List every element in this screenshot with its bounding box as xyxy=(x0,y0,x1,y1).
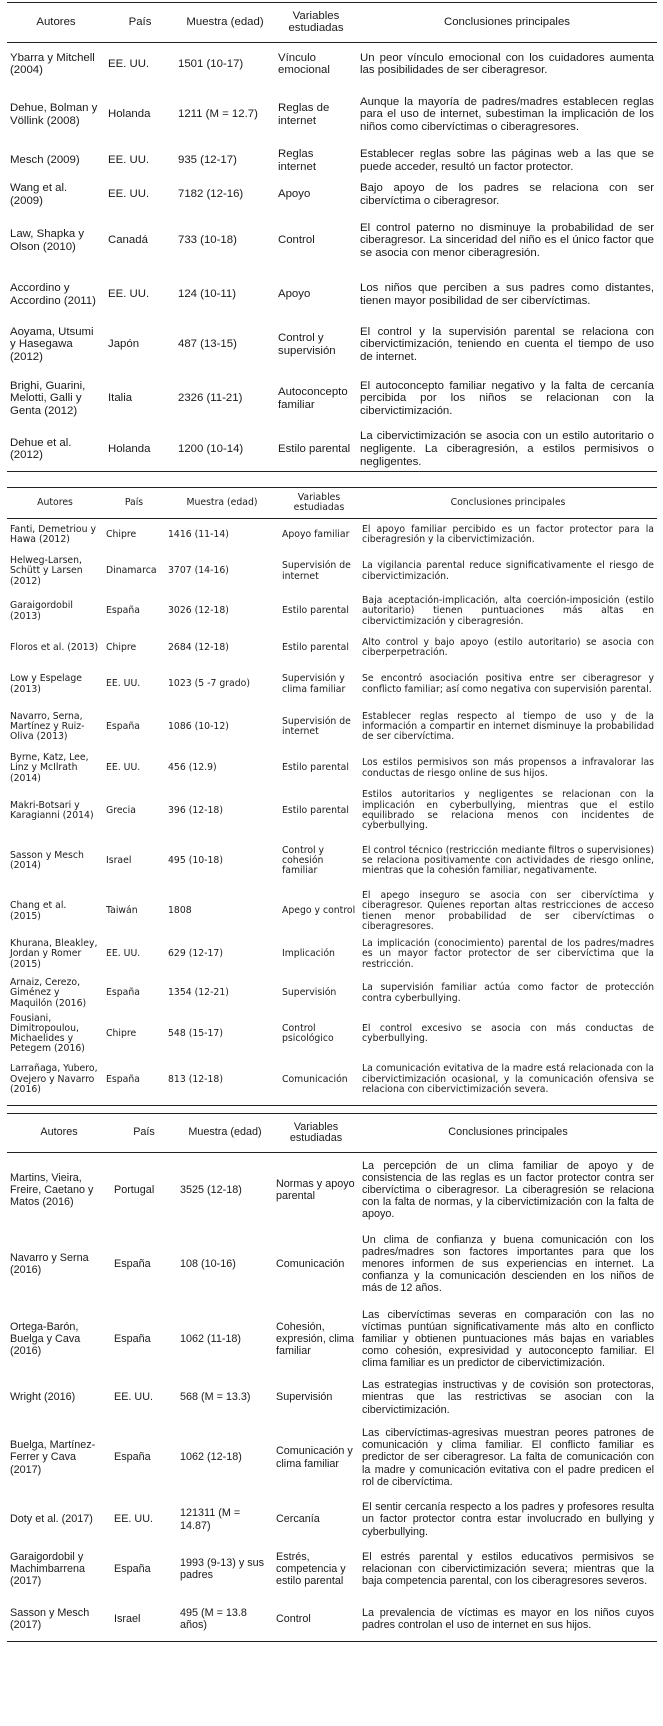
cell-pais: Israel xyxy=(106,854,132,866)
cell-conclusiones: El estrés parental y estilos educativos permisivos se relacionan con cibervictimización severa; mientras que la baja competencia parental, con los ciberagresores severos. xyxy=(362,1550,654,1588)
cell-muestra: 1416 (11-14) xyxy=(168,529,229,541)
table-row xyxy=(7,86,657,144)
table-row xyxy=(7,144,657,178)
cell-autores: Larrañaga, Yubero, Ovejero y Navarro (2016) xyxy=(7,1055,103,1106)
header-autores: Autores xyxy=(7,3,105,43)
cell-muestra: 108 (10-16) xyxy=(180,1257,236,1270)
cell-conclusiones: Los niños que perciben a sus padres como distantes, tienen mayor posibilidad de ser cibervíctimas. xyxy=(360,281,654,307)
cell-pais: Canadá xyxy=(108,234,148,247)
cell-conclusiones: La comunicación evitativa de la madre está relacionada con la cibervictimización ocasional, y la comunicación ofensiva se relaciona con cibervictimización severa. xyxy=(359,1055,657,1106)
cell-pais: España xyxy=(103,1055,165,1106)
cell-variables: Comunicación xyxy=(279,1055,359,1106)
cell-autores: Sasson y Mesch (2017) xyxy=(7,1597,111,1642)
cell-variables: Comunicación y clima familiar xyxy=(276,1445,353,1470)
cell-variables: Control y supervisión xyxy=(278,331,336,357)
cell-conclusiones: Un clima de confianza y buena comunicación con los padres/madres son factores importantes para que los menores informen de sus experiencias en internet. La confianza y la comunicación descienden en los niños de más de 12 años. xyxy=(362,1233,654,1295)
table-row xyxy=(7,592,657,632)
cell-autores: Byrne, Katz, Lee, Linz y McIlrath (2014) xyxy=(10,752,89,784)
cell-autores: Navarro y Serna (2016) xyxy=(10,1251,89,1276)
cell-pais: Chipre xyxy=(106,641,137,653)
cell-conclusiones: El control paterno no disminuye la probabilidad de ser ciberagresor. La sinceridad del niño es el único factor que se asocia con menor ciberagresión. xyxy=(360,221,654,259)
table-row xyxy=(7,320,657,370)
cell-conclusiones: La prevalencia de víctimas es mayor en los niños cuyos padres controlan el uso de internet en sus hijos. xyxy=(359,1597,657,1642)
cell-autores: Doty et al. (2017) xyxy=(10,1513,93,1526)
cell-variables: Supervisión y clima familiar xyxy=(282,673,346,695)
cell-muestra: 733 (10-18) xyxy=(178,234,237,247)
cell-conclusiones: Se encontró asociación positiva entre ser ciberagresor y conflicto familiar; así como negativa con supervisión parental. xyxy=(362,673,654,695)
table-row xyxy=(7,178,657,212)
cell-conclusiones: El control y la supervisión parental se relaciona con cibervictimización, teniendo en cuenta el tiempo de uso de internet. xyxy=(360,325,654,363)
cell-muestra: 1808 xyxy=(168,905,192,917)
cell-muestra: 2684 (12-18) xyxy=(168,641,229,653)
cell-conclusiones: Establecer reglas respecto al tiempo de uso y de la información a compartir en internet disminuye la probabilidad de ser cibervíctima. xyxy=(362,710,654,743)
cell-autores: Ortega-Barón, Buelga y Cava (2016) xyxy=(10,1320,81,1358)
table-row xyxy=(7,1014,657,1055)
cell-variables: Reglas internet xyxy=(278,147,316,173)
cell-muestra: 3707 (14-16) xyxy=(168,565,229,577)
table-row xyxy=(7,552,657,592)
header-pais: País xyxy=(111,1114,177,1153)
cell-pais: España xyxy=(106,605,140,617)
table-row xyxy=(7,788,657,835)
table-header-row xyxy=(7,3,657,43)
table-row xyxy=(7,665,657,705)
cell-variables: Apoyo xyxy=(278,288,311,301)
table-row xyxy=(7,974,657,1014)
cell-autores: Ybarra y Mitchell (2004) xyxy=(10,51,95,77)
cell-autores: Navarro, Serna, Martínez y Ruiz-Oliva (2013) xyxy=(10,710,85,743)
cell-muestra: 1062 (11-18) xyxy=(180,1332,242,1345)
cell-variables: Estilo parental xyxy=(282,762,349,774)
table-row xyxy=(7,270,657,320)
cell-pais: EE. UU. xyxy=(106,762,141,774)
cell-pais: EE. UU. xyxy=(106,948,141,960)
studies-table-part-1 xyxy=(7,2,657,472)
cell-muestra: 1501 (10-17) xyxy=(178,57,244,70)
cell-conclusiones: Las estrategias instructivas y de covisión son protectoras, mientras que las restrictivas se asocian con la cibervictimización. xyxy=(362,1379,654,1416)
table-row xyxy=(7,1542,657,1597)
cell-pais: Chipre xyxy=(106,1027,137,1039)
cell-muestra: 3525 (12-18) xyxy=(180,1184,242,1197)
table-row xyxy=(7,1498,657,1542)
cell-autores: Low y Espelage (2013) xyxy=(10,673,82,695)
cell-conclusiones: Alto control y bajo apoyo (estilo autoritario) se asocia con ciberperpetración. xyxy=(362,636,654,658)
cell-muestra: 487 (13-15) xyxy=(178,338,237,351)
cell-variables: Supervisión xyxy=(276,1391,333,1404)
table-row xyxy=(7,212,657,270)
cell-muestra: 1086 (10-12) xyxy=(168,720,229,732)
header-pais: País xyxy=(103,488,165,519)
cell-autores: Brighi, Guarini, Melotti, Galli y Genta (2012) xyxy=(10,379,86,417)
cell-autores: Accordino y Accordino (2011) xyxy=(10,281,96,307)
cell-autores: Mesch (2009) xyxy=(10,154,80,167)
header-pais: País xyxy=(105,3,175,43)
studies-table-part-2 xyxy=(7,487,657,1106)
cell-variables: Apoyo xyxy=(278,188,311,201)
cell-conclusiones: El autoconcepto familiar negativo y la falta de cercanía percibida por los niños se relacionan con la cibervictimización. xyxy=(360,379,654,417)
cell-muestra: 124 (10-11) xyxy=(178,288,237,301)
table-header-row xyxy=(7,1114,657,1153)
header-conclusiones: Conclusiones principales xyxy=(357,3,657,43)
cell-pais: Chipre xyxy=(106,529,137,541)
cell-autores: Fousiani, Dimitropoulou, Michaelides y Petegem (2016) xyxy=(10,1012,85,1055)
cell-pais: EE. UU. xyxy=(106,678,141,690)
cell-variables: Normas y apoyo parental xyxy=(276,1178,355,1203)
cell-pais: Holanda xyxy=(105,428,175,472)
cell-variables: Implicación xyxy=(282,948,335,960)
cell-variables: Estilo parental xyxy=(282,641,349,653)
cell-conclusiones: Las cibervíctimas-agresivas muestran peores patrones de comunicación y clima familiar. El conflicto familiar es predictor de ser ciberagresor. La falta de comunicación con la madre y comunicación evitativa con el padre predicen el rol de cibervíctima. xyxy=(362,1427,654,1488)
cell-variables: Estilo parental xyxy=(282,605,349,617)
cell-muestra: 3026 (12-18) xyxy=(168,605,229,617)
header-muestra: Muestra (edad) xyxy=(175,3,275,43)
cell-autores: Buelga, Martínez-Ferrer y Cava (2017) xyxy=(10,1439,96,1476)
cell-muestra: 568 (M = 13.3) xyxy=(180,1391,251,1404)
cell-variables: Control psicológico xyxy=(282,1022,334,1045)
cell-variables: Control y cohesión familiar xyxy=(282,844,325,877)
cell-muestra: 495 (10-18) xyxy=(168,854,223,866)
table-row xyxy=(7,519,657,552)
cell-conclusiones: El sentir cercanía respecto a los padres y profesores resulta un factor protector contra estar involucrado en bullying y cyberbullying. xyxy=(362,1501,654,1538)
table-row xyxy=(7,1418,657,1498)
cell-variables: Control xyxy=(278,234,315,247)
cell-muestra: 1062 (12-18) xyxy=(180,1451,242,1464)
cell-conclusiones: Establecer reglas sobre las páginas web a las que se puede acceder, resultó un factor protector. xyxy=(360,147,654,173)
cell-pais: España xyxy=(114,1257,151,1270)
cell-variables: Estilo parental xyxy=(282,804,349,816)
cell-pais: EE. UU. xyxy=(108,154,150,167)
cell-muestra: 1200 (10-14) xyxy=(175,428,275,472)
cell-autores: Aoyama, Utsumi y Hasegawa (2012) xyxy=(10,325,94,363)
cell-muestra: 121311 (M = 14.87) xyxy=(180,1507,241,1532)
header-conclusiones: Conclusiones principales xyxy=(359,1114,657,1153)
studies-table-part-3 xyxy=(7,1113,657,1642)
header-muestra: Muestra (edad) xyxy=(177,1114,273,1153)
table-row xyxy=(7,428,657,472)
table-row xyxy=(7,632,657,665)
cell-conclusiones: El apego inseguro se asocia con ser cibervíctima y ciberagresor. Quienes reportan altas restricciones de acceso tienen menor probabilidad de ser cibervíctimas o ciberagresores. xyxy=(362,889,654,932)
cell-conclusiones: Las cibervíctimas severas en comparación con las no víctimas puntúan significativamente más alto en conflicto familiar y obtienen puntuaciones más bajas en variables como cohesión, expresividad y autoconcepto familiar. El clima familiar es un predictor de cibervictimización. xyxy=(362,1308,654,1370)
cell-conclusiones: El control excesivo se asocia con más conductas de cyberbullying. xyxy=(362,1022,654,1045)
cell-pais: Portugal xyxy=(114,1184,155,1197)
cell-conclusiones: Un peor vínculo emocional con los cuidadores aumenta las posibilidades de ser ciberagresor. xyxy=(360,51,654,77)
cell-autores: Arnaiz, Cerezo, Giménez y Maquilón (2016) xyxy=(10,977,87,1009)
cell-pais: Grecia xyxy=(106,804,136,816)
table-row xyxy=(7,835,657,888)
header-variables: Variables estudiadas xyxy=(279,488,359,519)
cell-conclusiones: Los estilos permisivos son más propensos a infravalorar las conductas de riesgo online de sus hijos. xyxy=(362,757,654,779)
cell-conclusiones: La implicación (conocimiento) parental de los padres/madres es un mayor factor protector de ser cibervíctima que la restricción. xyxy=(362,938,654,970)
cell-variables: Apoyo familiar xyxy=(282,529,350,541)
header-autores: Autores xyxy=(7,488,103,519)
cell-autores: Helweg-Larsen, Schütt y Larsen (2012) xyxy=(10,555,83,587)
cell-conclusiones: Aunque la mayoría de padres/madres establecen reglas para el uso de internet, subestiman la implicación de los niños como cibervíctimas o ciberagresores. xyxy=(360,95,654,133)
cell-pais: España xyxy=(114,1451,151,1464)
table-row xyxy=(7,888,657,936)
cell-variables: Comunicación xyxy=(276,1257,345,1270)
cell-conclusiones: La supervisión familiar actúa como factor de protección contra cyberbullying. xyxy=(362,982,654,1004)
cell-pais: Holanda xyxy=(108,108,151,121)
cell-variables: Supervisión de internet xyxy=(282,715,351,737)
cell-pais: Taiwán xyxy=(106,905,138,917)
header-autores: Autores xyxy=(7,1114,111,1153)
cell-pais: Italia xyxy=(108,392,133,405)
table-row xyxy=(7,1378,657,1418)
cell-pais: España xyxy=(114,1332,151,1345)
cell-autores: Martins, Vieira, Freire, Caetano y Matos (2016) xyxy=(10,1172,94,1209)
cell-autores: Law, Shapka y Olson (2010) xyxy=(10,227,85,253)
cell-variables: Vínculo emocional xyxy=(278,51,330,77)
cell-variables: Supervisión de internet xyxy=(282,560,351,582)
cell-muestra: 935 (12-17) xyxy=(178,154,237,167)
table-header-row xyxy=(7,488,657,519)
cell-conclusiones: La vigilancia parental reduce significativamente el riesgo de cibervictimización. xyxy=(362,560,654,582)
cell-muestra: 1211 (M = 12.7) xyxy=(178,108,258,121)
table-row xyxy=(7,1055,657,1106)
cell-conclusiones: El control técnico (restricción mediante filtros o supervisiones) se relaciona positivamente con actividades de riesgo online, mientras que la cohesión familiar, negativamente. xyxy=(362,844,654,877)
cell-pais: España xyxy=(106,720,140,732)
cell-autores: Khurana, Bleakley, Jordan y Romer (2015) xyxy=(10,938,98,970)
cell-muestra: 548 (15-17) xyxy=(168,1027,223,1039)
cell-muestra: 1993 (9-13) y sus padres xyxy=(180,1556,265,1581)
cell-conclusiones: Estilos autoritarios y negligentes se relacionan con la implicación en cyberbullying, mientras que el estilo equilibrado se relaciona menos con incidentes de cyberbullying. xyxy=(362,789,654,832)
cell-muestra: 495 (M = 13.8 años) xyxy=(177,1597,273,1642)
cell-autores: Dehue et al. (2012) xyxy=(7,428,105,472)
cell-autores: Dehue, Bolman y Völlink (2008) xyxy=(10,101,98,127)
cell-variables: Apego y control xyxy=(282,905,356,917)
cell-variables: Estrés, competencia y estilo parental xyxy=(276,1550,346,1588)
header-conclusiones: Conclusiones principales xyxy=(359,488,657,519)
table-row xyxy=(7,370,657,428)
cell-variables: Supervisión xyxy=(282,987,337,999)
table-row xyxy=(7,705,657,750)
cell-variables: Reglas de internet xyxy=(278,101,330,127)
cell-muestra: 1023 (5 -7 grado) xyxy=(168,678,250,690)
cell-conclusiones: Bajo apoyo de los padres se relaciona con ser cibervíctima o ciberagresor. xyxy=(360,181,654,207)
cell-pais: España xyxy=(114,1562,151,1575)
cell-muestra: 629 (12-17) xyxy=(168,948,223,960)
cell-pais: Japón xyxy=(108,338,140,351)
table-row xyxy=(7,1228,657,1301)
cell-pais: España xyxy=(106,987,140,999)
cell-autores: Garaigordobil (2013) xyxy=(10,600,73,622)
table-row xyxy=(7,750,657,788)
cell-conclusiones: La percepción de un clima familiar de apoyo y de consistencia de las reglas es un factor protector contra ser cibervíctima o ciberagresor. La ciberagresión se relaciona con la falta de normas, y la cibervictimización con la falta de apoyo. xyxy=(362,1160,654,1221)
cell-pais: EE. UU. xyxy=(108,57,150,70)
cell-autores: Floros et al. (2013) xyxy=(10,641,99,653)
cell-variables: Estilo parental xyxy=(275,428,357,472)
cell-autores: Sasson y Mesch (2014) xyxy=(10,849,84,871)
cell-pais: EE. UU. xyxy=(108,188,150,201)
cell-muestra: 456 (12.9) xyxy=(168,762,217,774)
cell-pais: Dinamarca xyxy=(106,565,157,577)
cell-muestra: 396 (12-18) xyxy=(168,804,223,816)
cell-pais: EE. UU. xyxy=(114,1391,153,1404)
cell-autores: Wright (2016) xyxy=(10,1391,76,1404)
cell-muestra: 813 (12-18) xyxy=(165,1055,279,1106)
cell-conclusiones: La cibervictimización se asocia con un estilo autoritario o negligente. La ciberagresión, a estilos permisivos o negligentes. xyxy=(357,428,657,472)
cell-variables: Control xyxy=(273,1597,359,1642)
cell-conclusiones: El apoyo familiar percibido es un factor protector para la ciberagresión y la cibervictimización. xyxy=(362,523,654,546)
cell-variables: Autoconcepto familiar xyxy=(278,385,348,411)
cell-pais: Israel xyxy=(111,1597,177,1642)
cell-muestra: 1354 (12-21) xyxy=(168,987,229,999)
cell-autores: Fanti, Demetriou y Hawa (2012) xyxy=(10,523,96,546)
header-variables: Variables estudiadas xyxy=(273,1114,359,1153)
cell-pais: EE. UU. xyxy=(108,288,150,301)
table-row xyxy=(7,43,657,86)
header-variables: Variables estudiadas xyxy=(275,3,357,43)
cell-autores: Garaigordobil y Machimbarrena (2017) xyxy=(10,1550,86,1588)
cell-autores: Makri-Botsari y Karagianni (2014) xyxy=(10,799,94,821)
table-row xyxy=(7,936,657,974)
header-muestra: Muestra (edad) xyxy=(165,488,279,519)
cell-muestra: 2326 (11-21) xyxy=(178,392,243,405)
cell-variables: Cohesión, expresión, clima familiar xyxy=(276,1320,355,1358)
table-row xyxy=(7,1597,657,1642)
cell-muestra: 7182 (12-16) xyxy=(178,188,244,201)
table-row xyxy=(7,1301,657,1378)
cell-autores: Chang et al. (2015) xyxy=(10,900,67,922)
table-row xyxy=(7,1153,657,1228)
cell-autores: Wang et al. (2009) xyxy=(10,181,68,207)
cell-pais: EE. UU. xyxy=(114,1513,153,1526)
cell-conclusiones: Baja aceptación-implicación, alta coerción-imposición (estilo autoritario) tienen puntuaciones más altas en cibervictimización y ciberagresión. xyxy=(362,595,654,627)
cell-variables: Cercanía xyxy=(276,1513,320,1526)
